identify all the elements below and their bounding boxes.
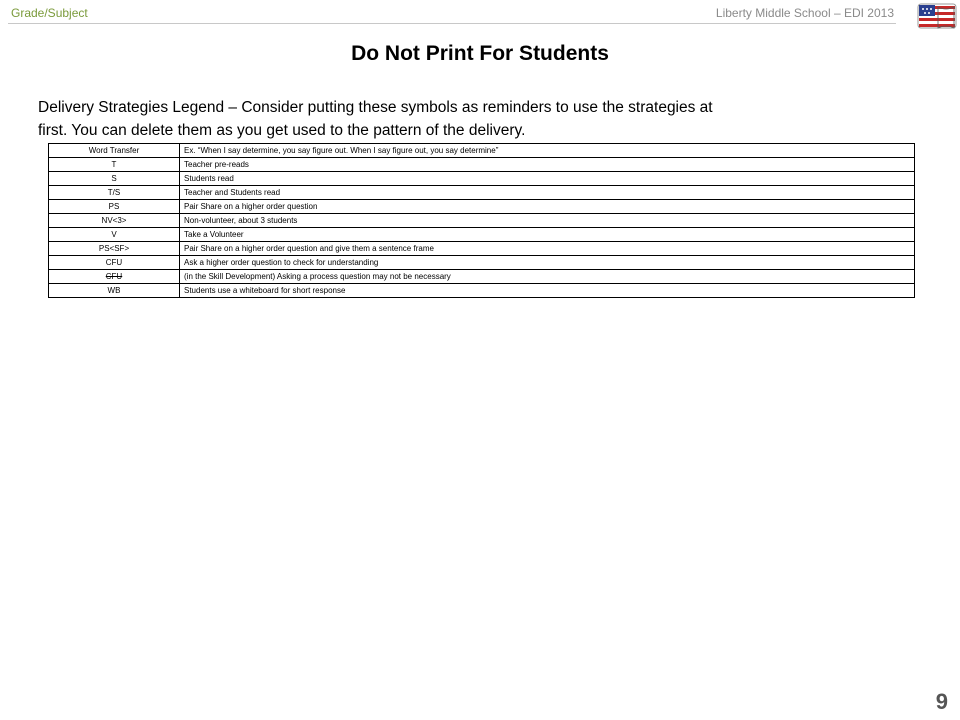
page-number: 9 (935, 689, 948, 714)
strategy-code: T/S (49, 186, 180, 200)
strategy-code-struck: CFU (49, 270, 180, 284)
strategy-code: S (49, 172, 180, 186)
table-row (49, 200, 915, 214)
strategy-code: Word Transfer (49, 144, 180, 158)
strategy-description: Teacher and Students read (180, 186, 915, 200)
strategy-description: Teacher pre-reads (180, 158, 915, 172)
strategy-description: Ex. “When I say determine, you say figure out. When I say figure out, you say determine” (180, 144, 915, 158)
table-row (49, 158, 915, 172)
table-row (49, 270, 915, 284)
strategy-description: Take a Volunteer (180, 228, 915, 242)
strategy-code: PS<SF> (49, 242, 180, 256)
strategy-code: CFU (49, 256, 180, 270)
strategy-description: Pair Share on a higher order question and give them a sentence frame (180, 242, 915, 256)
table-row (49, 214, 915, 228)
strategy-code: PS (49, 200, 180, 214)
strategy-code: NV<3> (49, 214, 180, 228)
strategy-description: Students read (180, 172, 915, 186)
table-row (49, 284, 915, 298)
header-divider (8, 23, 896, 24)
header-grade-subject: Grade/Subject (11, 6, 88, 20)
strategy-description: Non-volunteer, about 3 students (180, 214, 915, 228)
strategy-description: Ask a higher order question to check for understanding (180, 256, 915, 270)
page-title: Do Not Print For Students (351, 42, 609, 65)
strategy-code: T (49, 158, 180, 172)
table-row (49, 242, 915, 256)
table-row (49, 228, 915, 242)
strategy-description: Students use a whiteboard for short response (180, 284, 915, 298)
strategy-code: V (49, 228, 180, 242)
table-row (49, 172, 915, 186)
strategy-description: Pair Share on a higher order question (180, 200, 915, 214)
american-flag-logo-icon (916, 1, 958, 31)
strategy-code: WB (49, 284, 180, 298)
delivery-strategies-table (48, 143, 915, 298)
strategy-description: (in the Skill Development) Asking a process question may not be necessary (180, 270, 915, 284)
legend-intro-text: Delivery Strategies Legend – Consider putting these symbols as reminders to use the strategies at first. You can delete them as you get used to the pattern of the delivery. (38, 99, 713, 139)
table-row (49, 256, 915, 270)
table-row (49, 186, 915, 200)
header-school-title: Liberty Middle School – EDI 2013 (715, 6, 894, 20)
table-row (49, 144, 915, 158)
